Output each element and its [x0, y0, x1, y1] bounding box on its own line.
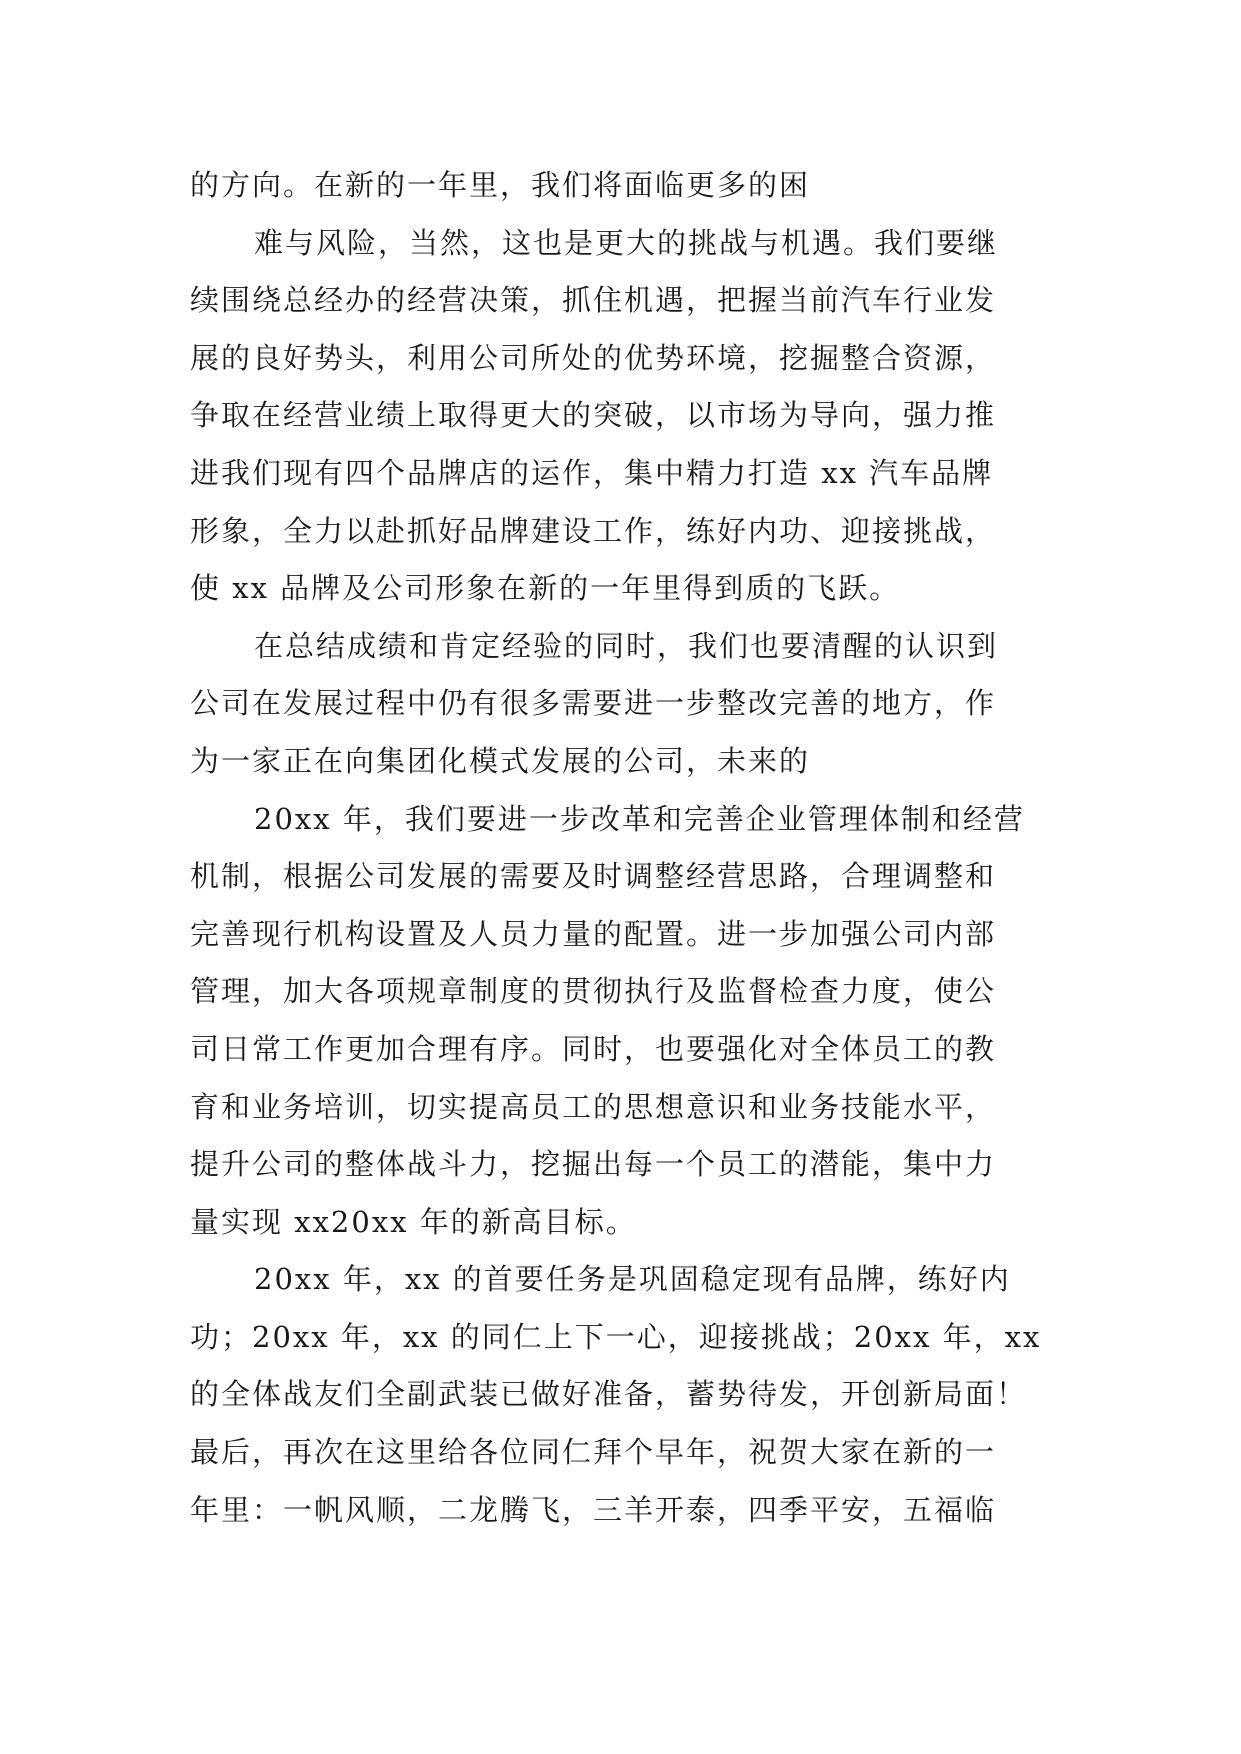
text-line: 年里：一帆风顺，二龙腾飞，三羊开泰，四季平安，五福临 — [190, 1492, 997, 1527]
text-line: 管理，加大各项规章制度的贯彻执行及监督检查力度，使公 — [190, 974, 997, 1009]
document-body — [190, 157, 1070, 1539]
text-line: 为一家正在向集团化模式发展的公司，未来的 — [190, 743, 811, 778]
text-line: 量实现 xx20xx 年的新高目标。 — [190, 1204, 637, 1239]
text-line: 使 xx 品牌及公司形象在新的一年里得到质的飞跃。 — [190, 571, 901, 606]
text-line: 的全体战友们全副武装已做好准备，蓄势待发，开创新局面！ — [190, 1377, 1028, 1412]
text-line: 展的良好势头，利用公司所处的优势环境，挖掘整合资源， — [190, 340, 997, 375]
text-line: 育和业务培训，切实提高员工的思想意识和业务技能水平， — [190, 1089, 997, 1124]
text-line: 提升公司的整体战斗力，挖掘出每一个员工的潜能，集中力 — [190, 1147, 997, 1182]
text-line: 在总结成绩和肯定经验的同时，我们也要清醒的认识到 — [254, 628, 999, 663]
text-line: 难与风险，当然，这也是更大的挑战与机遇。我们要继 — [254, 225, 999, 260]
text-line: 续围绕总经办的经营决策，抓住机遇，把握当前汽车行业发 — [190, 283, 997, 318]
text-line: 的方向。在新的一年里，我们将面临更多的困 — [190, 168, 811, 202]
text-line: 争取在经营业绩上取得更大的突破，以市场为导向，强力推 — [190, 398, 997, 433]
text-line: 形象，全力以赴抓好品牌建设工作，练好内功、迎接挑战， — [190, 513, 997, 548]
text-line: 司日常工作更加合理有序。同时，也要强化对全体员工的教 — [190, 1031, 997, 1066]
text-line: 进我们现有四个品牌店的运作，集中精力打造 xx 汽车品牌 — [190, 455, 994, 490]
text-line: 机制，根据公司发展的需要及时调整经营思路，合理调整和 — [190, 859, 997, 894]
text-line: 公司在发展过程中仍有很多需要进一步整改完善的地方，作 — [190, 686, 997, 721]
text-line: 20xx 年，我们要进一步改革和完善企业管理体制和经营 — [254, 801, 1025, 836]
text-line: 20xx 年，xx 的首要任务是巩固稳定现有品牌，练好内 — [254, 1262, 1011, 1297]
text-line: 完善现行机构设置及人员力量的配置。进一步加强公司内部 — [190, 916, 997, 951]
text-line: 功；20xx 年，xx 的同仁上下一心，迎接挑战；20xx 年，xx — [190, 1319, 1042, 1354]
text-line: 最后，再次在这里给各位同仁拜个早年，祝贺大家在新的一 — [190, 1435, 997, 1470]
